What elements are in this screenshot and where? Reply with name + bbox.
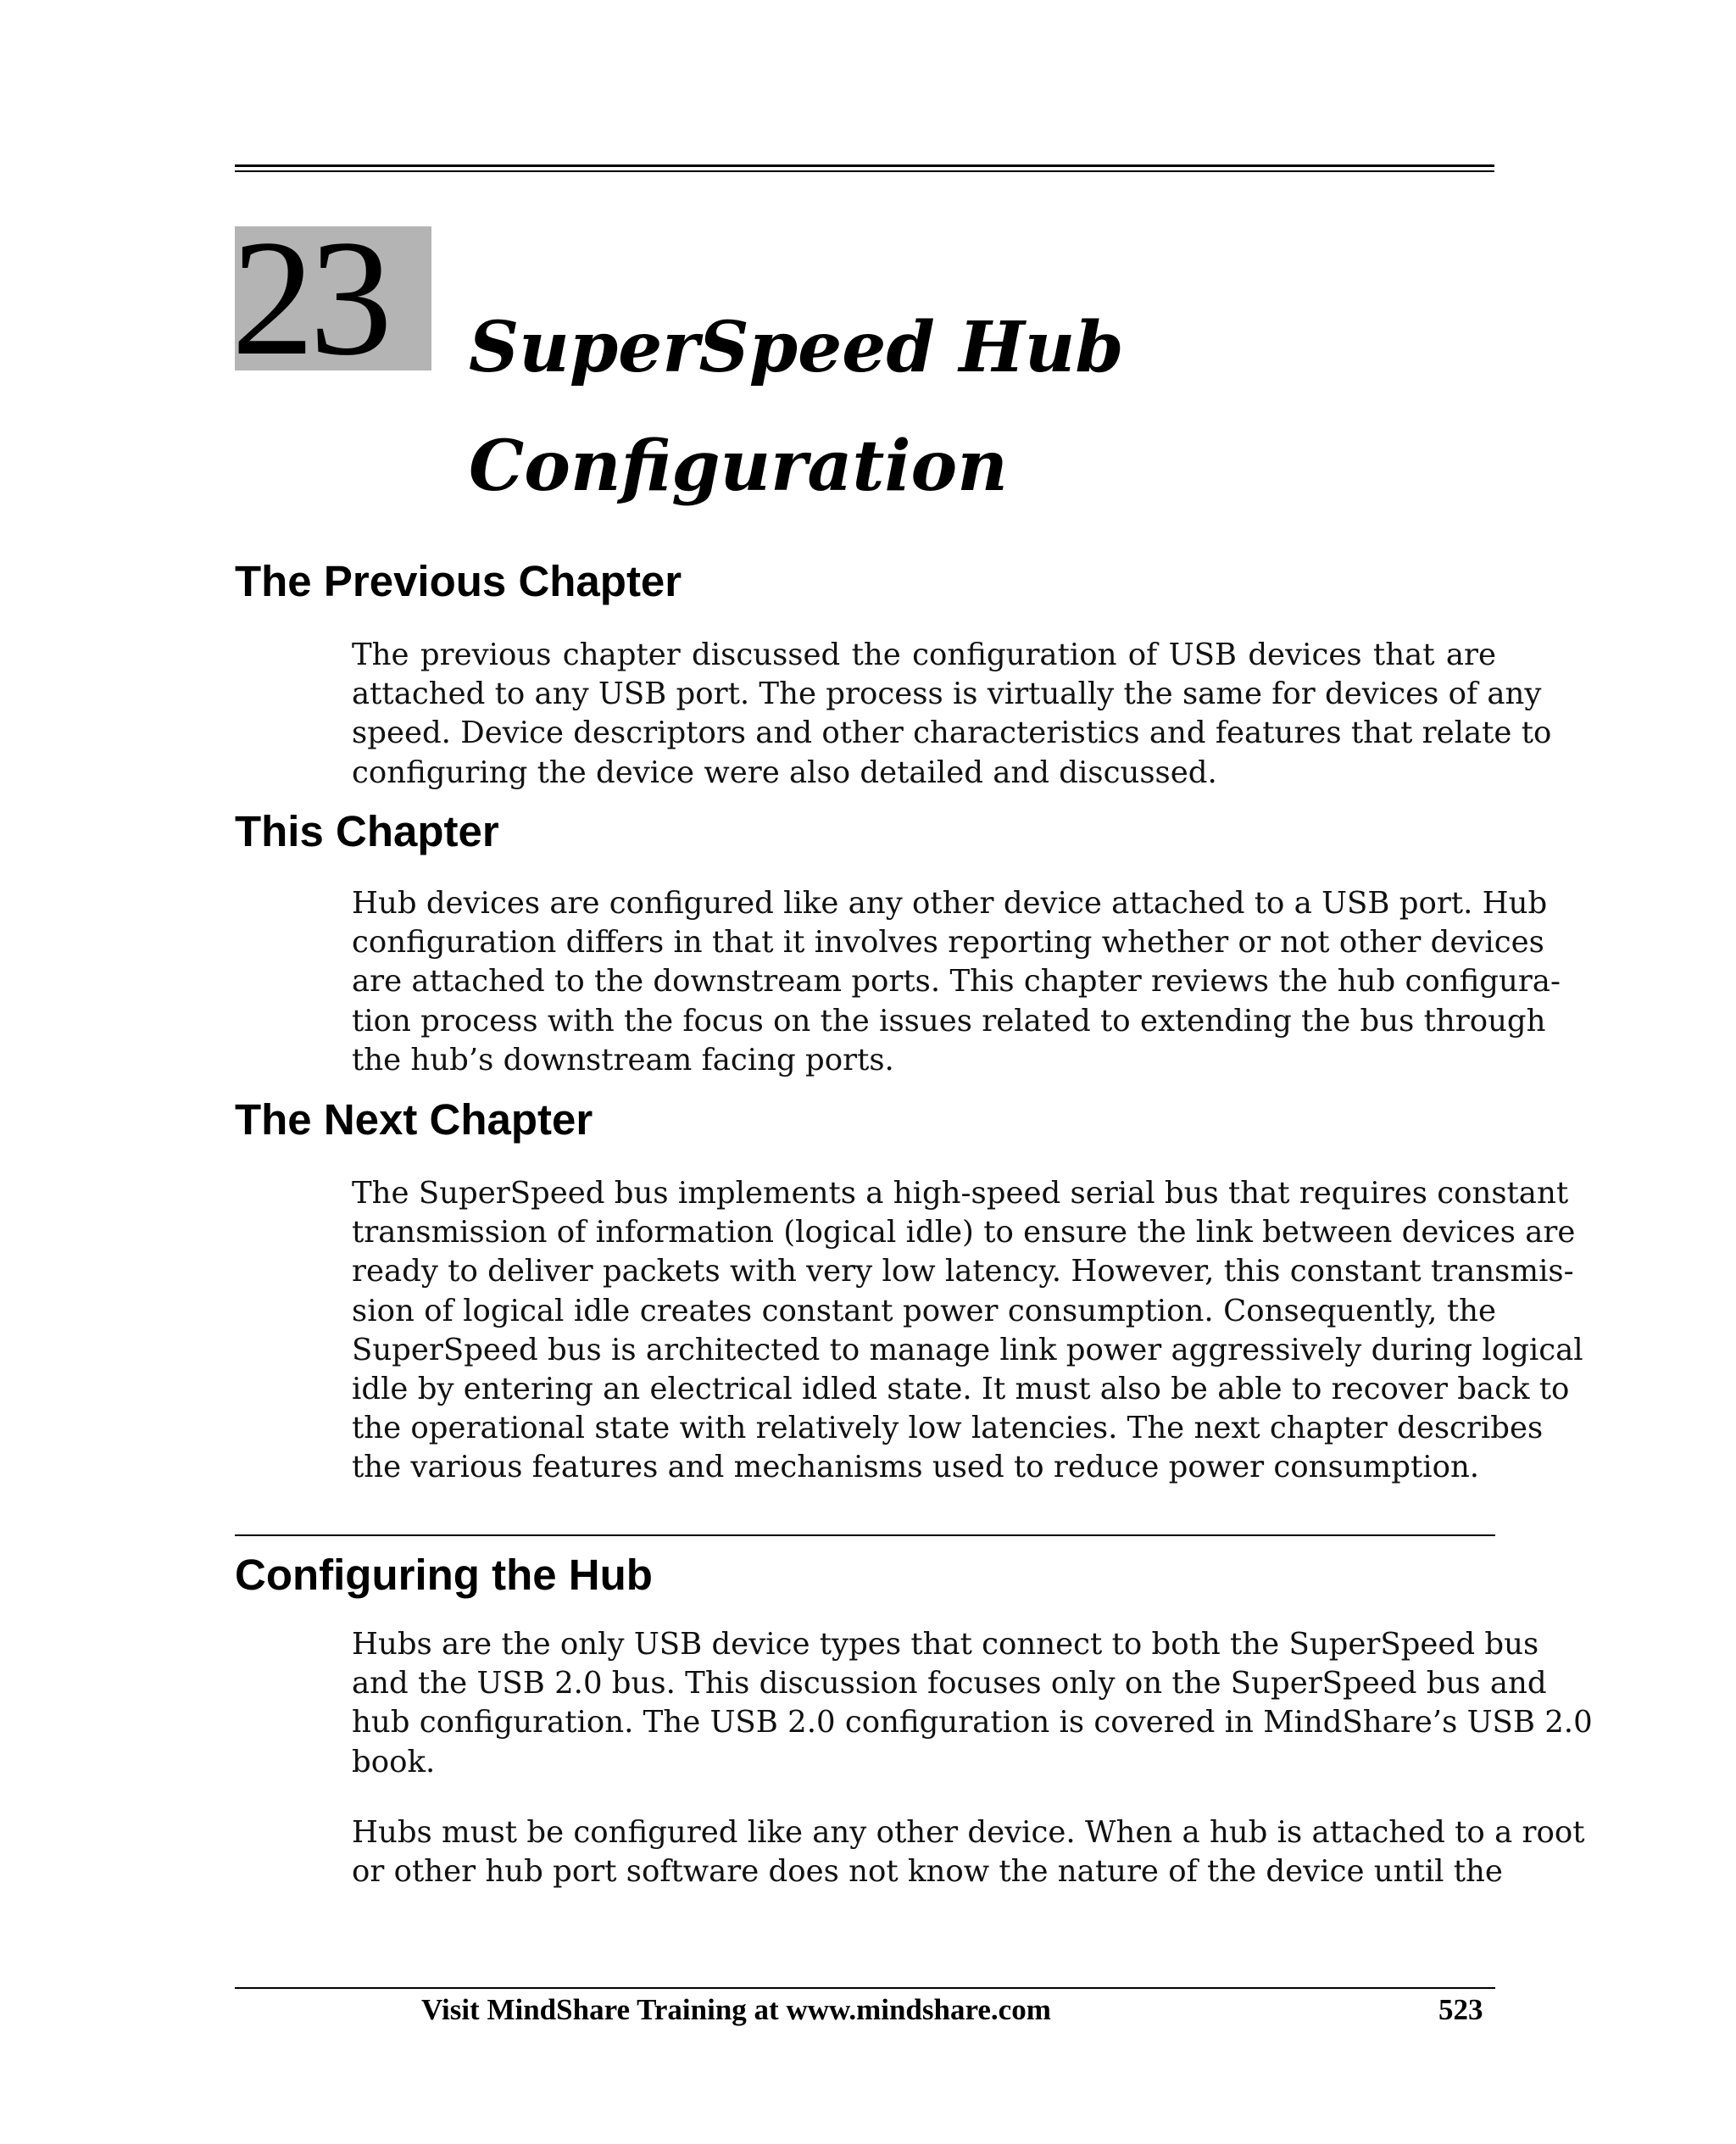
text-line: transmission of information (logical idle) to ensure the link between devices are (352, 1215, 1576, 1250)
text-line: Hubs must be configured like any other device. When a hub is attached to a root (352, 1815, 1585, 1850)
paragraph-previous-chapter (352, 636, 1552, 793)
text-line: Hub devices are configured like any other device attached to a USB port. Hub (352, 886, 1548, 921)
text-line: the operational state with relatively low latencies. The next chapter describes (352, 1411, 1544, 1446)
text-line: speed. Device descriptors and other characteristics and features that relate to (352, 716, 1552, 751)
heading-configuring-the-hub: Configuring the Hub (235, 1551, 653, 1599)
text-line: configuration differs in that it involves reporting whether or not other devices (352, 925, 1544, 961)
section-divider (235, 1534, 1495, 1536)
text-line: SuperSpeed bus is architected to manage link power aggressively during logical (352, 1332, 1583, 1367)
text-line: hub configuration. The USB 2.0 configuration is covered in MindShare’s USB 2.0 (352, 1705, 1593, 1740)
text-line: idle by entering an electrical idled state. It must also be able to recover back to (352, 1372, 1570, 1407)
text-line: attached to any USB port. The process is virtually the same for devices of any (352, 677, 1542, 712)
paragraph-this-chapter (352, 884, 1561, 1080)
text-line: the various features and mechanisms used to reduce power consumption. (352, 1450, 1480, 1485)
page-number: 523 (1438, 1993, 1483, 2026)
text-line: Hubs are the only USB device types that connect to both the SuperSpeed bus (352, 1627, 1539, 1662)
chapter-title-line-2: Configuration (469, 426, 1008, 507)
heading-next-chapter: The Next Chapter (235, 1095, 593, 1144)
paragraph-configuring-1 (352, 1625, 1593, 1782)
heading-previous-chapter: The Previous Chapter (235, 557, 682, 605)
heading-this-chapter: This Chapter (235, 807, 499, 855)
text-line: ready to deliver packets with very low latency. However, this constant transmis- (352, 1254, 1574, 1289)
paragraph-next-chapter (352, 1174, 1583, 1488)
text-line: tion process with the focus on the issues related to extending the bus through (352, 1003, 1546, 1039)
paragraph-configuring-2 (352, 1813, 1585, 1891)
chapter-title (469, 288, 1124, 526)
text-line: configuring the device were also detailed and discussed. (352, 755, 1217, 790)
footer-text: Visit MindShare Training at www.mindshare.com (421, 1993, 1051, 2026)
chapter-number: 23 (235, 226, 431, 370)
text-line: or other hub port software does not know the nature of the device until the (352, 1854, 1503, 1890)
text-line: sion of logical idle creates constant power consumption. Consequently, the (352, 1293, 1496, 1328)
chapter-title-line-1: SuperSpeed Hub (469, 307, 1124, 388)
text-line: are attached to the downstream ports. This chapter reviews the hub configura- (352, 964, 1561, 1000)
text-line: The previous chapter discussed the configuration of USB devices that are (352, 638, 1496, 672)
top-rule-thin (235, 170, 1494, 172)
text-line: The SuperSpeed bus implements a high-speed serial bus that requires constant (352, 1176, 1569, 1211)
top-rule-thick (235, 164, 1494, 167)
text-line: the hub’s downstream facing ports. (352, 1042, 894, 1078)
text-line: and the USB 2.0 bus. This discussion focuses only on the SuperSpeed bus and (352, 1666, 1547, 1701)
text-line: book. (352, 1744, 436, 1779)
